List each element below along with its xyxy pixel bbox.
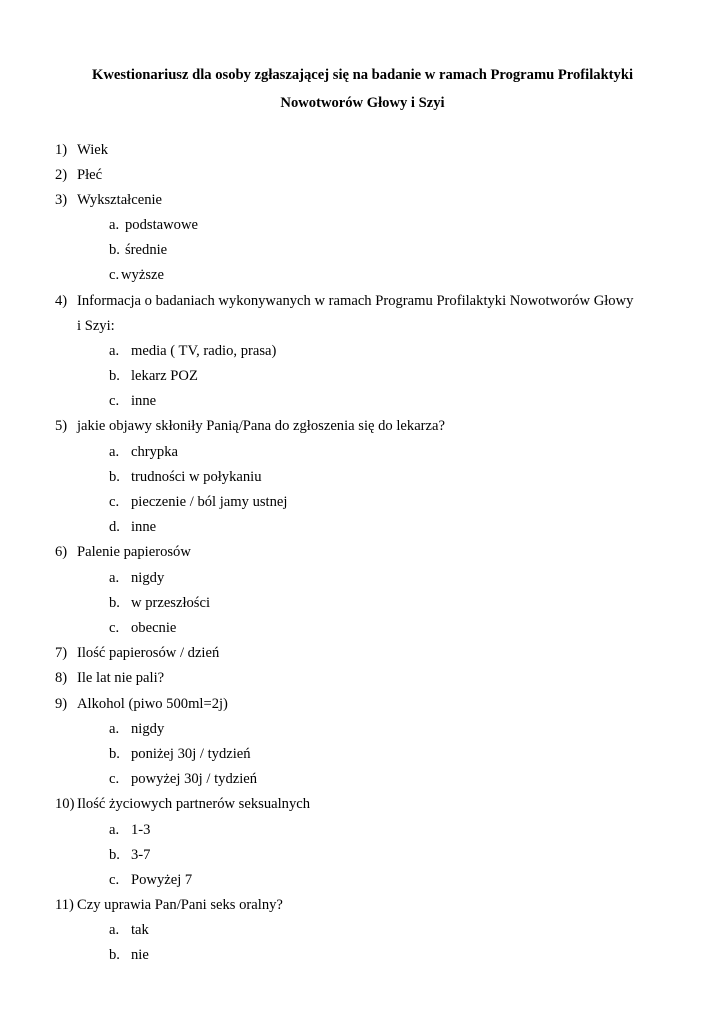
question-text: Wykształcenie: [77, 192, 163, 208]
question-text: jakie objawy skłoniły Panią/Pana do zgłoszenia się do lekarza?: [77, 418, 445, 434]
question-text: Ilość życiowych partnerów seksualnych: [77, 796, 311, 812]
question-text: Płeć: [77, 167, 103, 183]
option-label: b.: [109, 847, 120, 863]
option-text: tak: [131, 922, 149, 938]
option-text: inne: [131, 519, 157, 535]
option-label: c.: [109, 872, 120, 888]
option-label: a.: [109, 570, 120, 586]
question-text: Palenie papierosów: [77, 544, 191, 560]
option-text: obecnie: [131, 620, 177, 636]
question-number: 1): [55, 142, 68, 158]
option-text: 1-3: [131, 822, 151, 838]
option-label: c.: [109, 393, 120, 409]
question-number: 6): [55, 544, 68, 560]
option-label: d.: [109, 519, 120, 535]
option-text: poniżej 30j / tydzień: [131, 746, 251, 762]
option-label: c.: [109, 494, 120, 510]
question-number: 11): [55, 897, 74, 913]
option-text: podstawowe: [125, 217, 198, 233]
title-line-2: Nowotworów Głowy i Szyi: [280, 95, 445, 111]
question-number: 7): [55, 645, 68, 661]
option-label: a.: [109, 922, 120, 938]
question-text: Ilość papierosów / dzień: [77, 645, 220, 661]
question-text: Czy uprawia Pan/Pani seks oralny?: [77, 897, 283, 913]
question-text-continued: i Szyi:: [77, 318, 115, 334]
question-number: 4): [55, 293, 68, 309]
option-text: 3-7: [131, 847, 151, 863]
option-label: b.: [109, 947, 120, 963]
option-label: a.: [109, 444, 120, 460]
option-text: trudności w połykaniu: [131, 469, 262, 485]
option-label: b.: [109, 469, 120, 485]
question-number: 2): [55, 167, 68, 183]
option-text: nie: [131, 947, 149, 963]
option-label: c.: [109, 267, 120, 283]
option-text: media ( TV, radio, prasa): [131, 343, 277, 359]
option-text: Powyżej 7: [131, 872, 193, 888]
option-label: a.: [109, 822, 120, 838]
option-text: wyższe: [121, 267, 164, 283]
option-text: powyżej 30j / tydzień: [131, 771, 258, 787]
option-label: c.: [109, 771, 120, 787]
question-text: Alkohol (piwo 500ml=2j): [77, 696, 228, 712]
option-text: inne: [131, 393, 157, 409]
option-label: b.: [109, 368, 120, 384]
question-text: Wiek: [77, 142, 109, 158]
question-number: 9): [55, 696, 68, 712]
option-label: a.: [109, 217, 120, 233]
option-label: b.: [109, 595, 120, 611]
option-label: c.: [109, 620, 120, 636]
question-text: Informacja o badaniach wykonywanych w ramach Programu Profilaktyki Nowotworów Głowy: [77, 293, 634, 309]
question-number: 3): [55, 192, 68, 208]
option-text: pieczenie / ból jamy ustnej: [131, 494, 288, 510]
question-number: 10): [55, 796, 75, 812]
option-label: b.: [109, 242, 120, 258]
title-line-1: Kwestionariusz dla osoby zgłaszającej się na badanie w ramach Programu Profilaktyki: [91, 67, 634, 83]
question-text: Ile lat nie pali?: [77, 670, 165, 686]
option-text: nigdy: [131, 721, 165, 737]
option-text: lekarz POZ: [131, 368, 198, 384]
option-text: w przeszłości: [131, 595, 211, 611]
option-label: a.: [109, 721, 120, 737]
option-text: nigdy: [131, 570, 165, 586]
option-label: b.: [109, 746, 120, 762]
question-number: 8): [55, 670, 68, 686]
option-text: chrypka: [131, 444, 179, 460]
option-label: a.: [109, 343, 120, 359]
option-text: średnie: [125, 242, 168, 258]
question-number: 5): [55, 418, 68, 434]
